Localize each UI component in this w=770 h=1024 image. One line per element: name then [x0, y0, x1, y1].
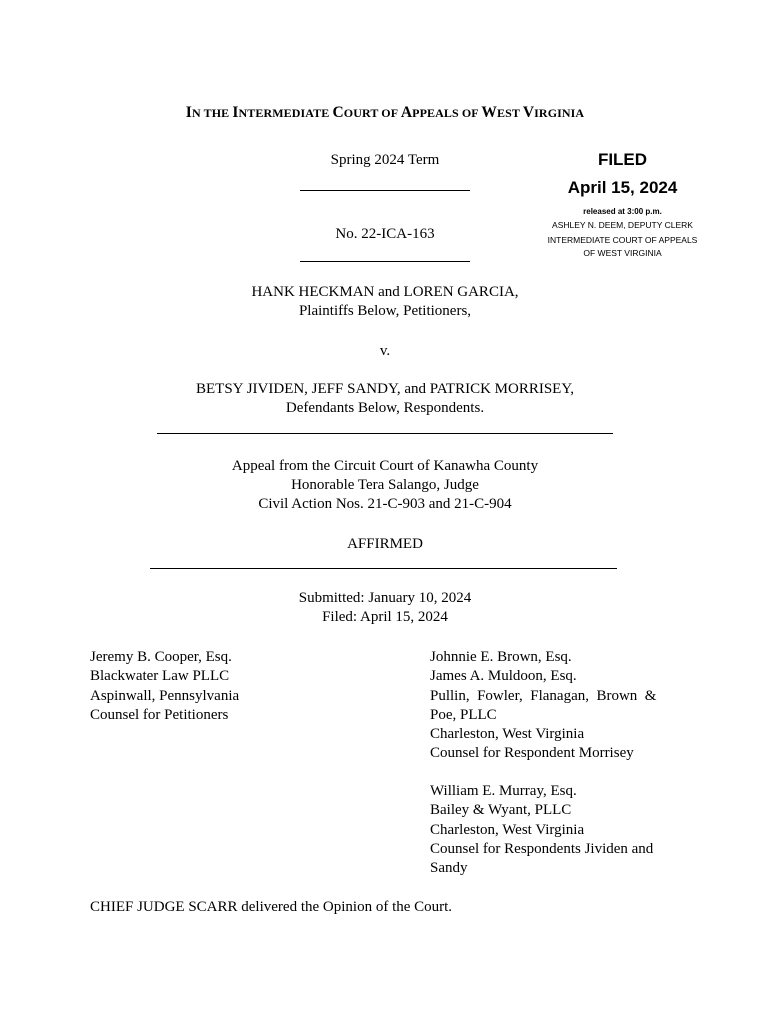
stamp-court: INTERMEDIATE COURT OF APPEALS — [547, 235, 698, 245]
appeal-court: Appeal from the Circuit Court of Kanawha County — [231, 458, 539, 474]
counsel-line: Bailey & Wyant, PLLC — [430, 802, 572, 819]
docket-number: No. 22-ICA-163 — [335, 226, 435, 242]
counsel-line: Aspinwall, Pennsylvania — [90, 687, 240, 704]
appeal-case-numbers: Civil Action Nos. 21-C-903 and 21-C-904 — [258, 496, 512, 512]
divider — [300, 190, 470, 191]
counsel-petitioners — [90, 648, 390, 725]
respondent-role: Defendants Below, Respondents. — [285, 400, 485, 416]
submission-dates — [0, 589, 770, 627]
counsel-morrisey — [430, 648, 682, 764]
disposition: AFFIRMED — [347, 536, 423, 552]
stamp-state: OF WEST VIRGINIA — [583, 248, 662, 258]
stamp-filed: FILED — [597, 150, 648, 169]
counsel-line: Counsel for Respondents Jividen and — [430, 840, 654, 857]
counsel-line: Blackwater Law PLLC — [90, 668, 230, 685]
counsel-line: Poe, PLLC — [430, 706, 497, 723]
court-heading: IN THE INTERMEDIATE COURT OF APPEALS OF WEST VIRGINIA — [185, 104, 585, 121]
submitted-date: Submitted: January 10, 2024 — [298, 590, 472, 606]
term: Spring 2024 Term — [330, 152, 440, 168]
counsel-line: Jeremy B. Cooper, Esq. — [90, 649, 232, 665]
respondents — [0, 380, 770, 418]
counsel-jividen-sandy — [430, 782, 682, 878]
petitioner-role: Plaintiffs Below, Petitioners, — [298, 303, 472, 319]
divider — [157, 433, 613, 434]
counsel-line: Counsel for Petitioners — [90, 706, 229, 723]
opinion-author-line: CHIEF JUDGE SCARR delivered the Opinion of the Court. — [90, 899, 453, 915]
stamp-date: April 15, 2024 — [567, 178, 678, 197]
stamp-time: released at 3:00 p.m. — [583, 207, 662, 216]
counsel-line: Johnnie E. Brown, Esq. — [430, 649, 572, 665]
counsel-line: Counsel for Respondent Morrisey — [430, 745, 634, 762]
counsel-line: William E. Murray, Esq. — [430, 783, 577, 799]
counsel-line: Charleston, West Virginia — [430, 821, 585, 838]
versus: v. — [379, 343, 391, 359]
counsel-line: James A. Muldoon, Esq. — [430, 668, 577, 685]
divider — [150, 568, 617, 569]
counsel-line: Charleston, West Virginia — [430, 726, 585, 743]
petitioner-names: HANK HECKMAN and LOREN GARCIA, — [251, 284, 519, 300]
counsel-line: Pullin, Fowler, Flanagan, Brown & — [430, 687, 657, 704]
appeal-judge: Honorable Tera Salango, Judge — [291, 477, 479, 493]
respondent-names: BETSY JIVIDEN, JEFF SANDY, and PATRICK MORRISEY, — [196, 381, 574, 397]
appeal-info — [0, 457, 770, 514]
stamp-clerk: ASHLEY N. DEEM, DEPUTY CLERK — [552, 220, 693, 230]
petitioners — [0, 283, 770, 321]
filed-date: Filed: April 15, 2024 — [322, 609, 448, 625]
divider — [300, 261, 470, 262]
counsel-line: Sandy — [430, 860, 468, 877]
